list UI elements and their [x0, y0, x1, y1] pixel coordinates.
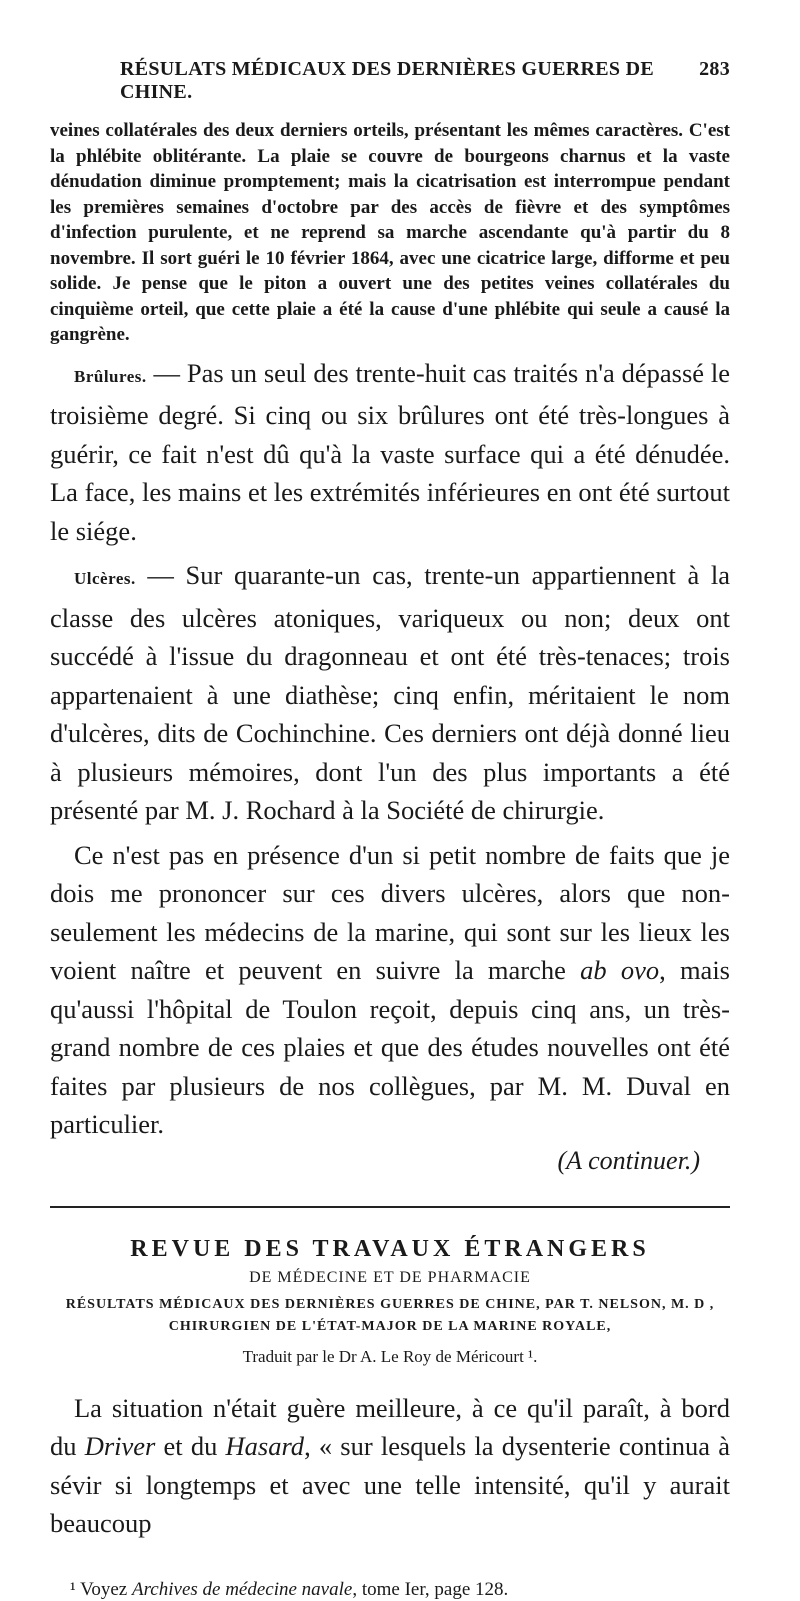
footnote-text-1: ¹ Voyez	[70, 1578, 132, 1600]
revue-article-line-2: CHIRURGIEN DE L'ÉTAT-MAJOR DE LA MARINE ROYALE,	[168, 1318, 612, 1334]
brulures-text: — Pas un seul des trente-huit cas traités n'a dépassé le troisième degré. Si cinq ou six brûlures ont été très-longues à guérir, ce fait n'est dû qu'à la vaste surface qui a été dénudée. La face, les mains et les extrémités inférieures en ont été surtout le siége.	[50, 357, 730, 546]
page-number: 283	[699, 58, 730, 80]
section-divider	[50, 1206, 730, 1208]
situation-text-2: et du	[155, 1431, 226, 1461]
situation-text-3: , « sur lesquels la dysenterie continua à sévir si longtemps et avec une telle intensité, qu'il y aurait beaucoup	[50, 1431, 731, 1538]
to-be-continued: (A continuer.)	[557, 1145, 700, 1175]
situation-text-1: La situation n'était guère meilleure, à ce qu'il paraît, à bord du	[50, 1392, 730, 1461]
footnote-italic: Archives de médecine navale	[132, 1578, 353, 1600]
paragraph-situation	[50, 1389, 730, 1543]
revue-subtitle: DE MÉDECINE ET DE PHARMACIE	[249, 1268, 531, 1286]
ship-hasard: Hasard	[225, 1431, 305, 1461]
revue-translator: Traduit par le Dr A. Le Roy de Méricourt ¹.	[242, 1346, 538, 1366]
running-header	[50, 58, 730, 104]
paragraph-brulures	[50, 354, 730, 551]
revue-title: REVUE DES TRAVAUX ÉTRANGERS	[130, 1235, 650, 1262]
ce-text-1: Ce n'est pas en présence d'un si petit nombre de faits que je dois me prononcer sur ces divers ulcères, alors que non-seulement les médecins de la marine, qui sont sur les lieux les voient naître et peuvent en suivre la marche	[50, 839, 730, 985]
footnote	[50, 1579, 730, 1601]
header-title: RÉSULATS MÉDICAUX DES DERNIÈRES GUERRES DE CHINE.	[120, 58, 655, 103]
brulures-lead: Brûlures.	[74, 366, 147, 386]
ship-driver: Driver	[84, 1431, 156, 1461]
ulceres-text: — Sur quarante-un cas, trente-un appartiennent à la classe des ulcères atoniques, variqueux ou non; deux ont succédé à l'issue du dragonneau et ont été très-tenaces; trois appartenaient à une diathèse; cinq enfin, méritaient le nom d'ulcères, dits de Cochinchine. Ces derniers ont déjà donné lieu à plusieurs mémoires, dont l'un des plus importants a été présenté par M. J. Rochard à la Société de chirurgie.	[50, 560, 730, 825]
paragraph-ulceres	[50, 556, 730, 830]
footnote-text-2: , tome Ier, page 128.	[352, 1578, 509, 1600]
paragraph-ce	[50, 836, 730, 1144]
ce-text-2: , mais qu'aussi l'hôpital de Toulon reçoit, depuis cinq ans, un très-grand nombre de ces plaies et que des études nouvelles ont été faites par plusieurs de nos collègues, par M. M. Duval en particulier.	[50, 955, 730, 1139]
revue-article-line-1: RÉSULTATS MÉDICAUX DES DERNIÈRES GUERRES DE CHINE, PAR T. NELSON, M. D ,	[65, 1296, 715, 1312]
paragraph-intro: veines collatérales des deux derniers orteils, présentant les mêmes caractères. C'est la phlébite oblitérante. La plaie se couvre de bourgeons charnus et la vaste dénudation diminue promptement; mais la cicatrisation est interrompue pendant les premières semaines d'octobre par des accès de fièvre et des symptômes d'infection purulente, et ne reprend sa marche ascendante qu'à partir du 8 novembre. Il sort guéri le 10 février 1864, avec une cicatrice large, difforme et peu solide. Je pense que le piton a ouvert une des petites veines collatérales du cinquième orteil, que cette plaie a été la cause d'une phlébite qui seule a causé la gangrène.	[50, 120, 730, 345]
ulceres-lead: Ulcères.	[74, 569, 136, 588]
ce-italic: ab ovo	[580, 955, 660, 985]
